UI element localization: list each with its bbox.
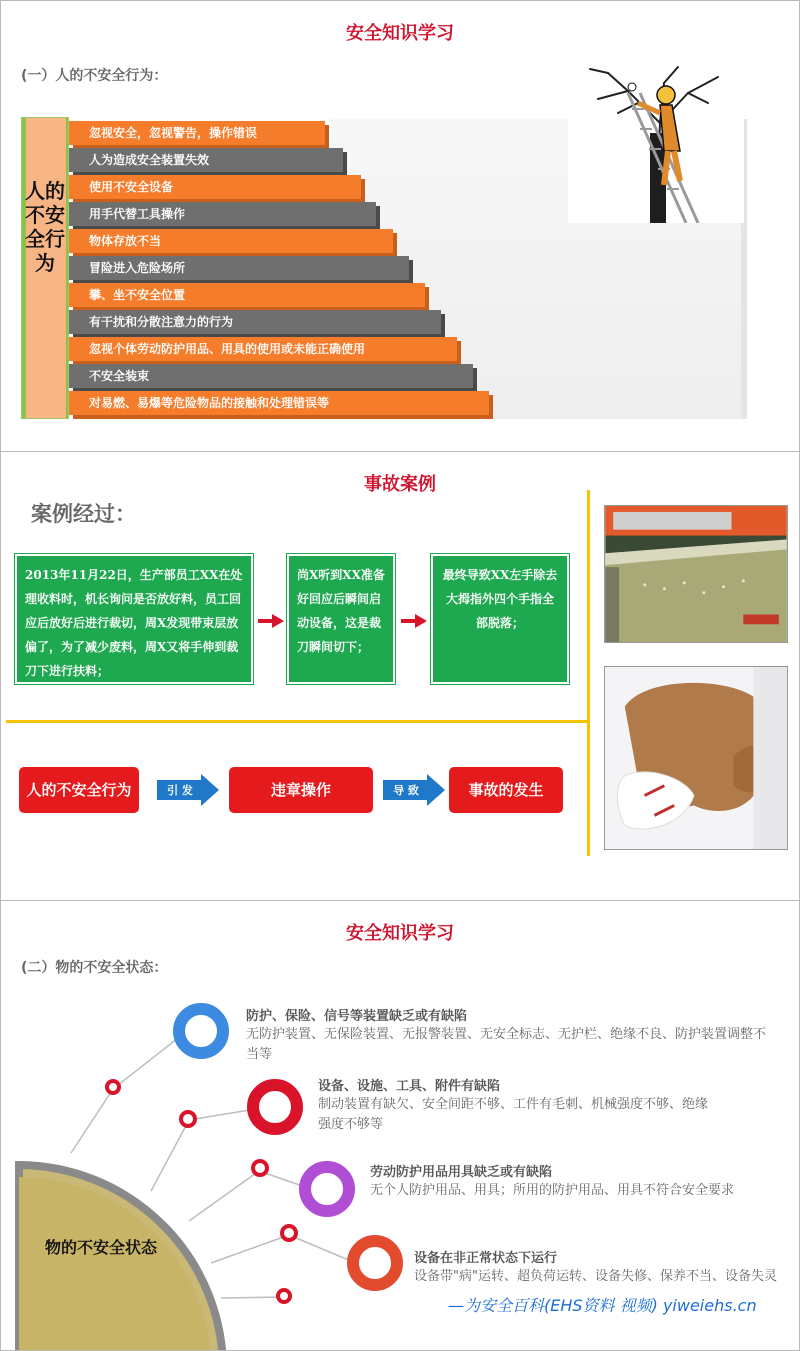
state-desc-2: 制动装置有缺欠、安全间距不够、工件有毛刺、机械强度不够、绝缘强度不够等: [318, 1097, 709, 1132]
slide-unsafe-behavior: [0, 0, 800, 452]
injury-photo: [604, 666, 788, 850]
behavior-item-8: 有干扰和分散注意力的行为: [69, 310, 441, 334]
section-heading: (一）人的不安全行为：: [21, 68, 168, 84]
red-arrow-icon: [401, 614, 427, 628]
slide-title: 安全知识学习: [346, 23, 454, 44]
divider-horizontal: [6, 720, 588, 723]
slide-accident-case: [0, 451, 800, 901]
behavior-item-1: 忽视安全，忽视警告，操作错误: [69, 121, 325, 145]
divider-vertical: [587, 490, 590, 856]
behavior-item-5: 物体存放不当: [69, 229, 393, 253]
flow-step-violation: 违章操作: [229, 767, 373, 813]
slide-title: 安全知识学习: [346, 923, 454, 944]
state-desc-4: 设备带"病"运转、超负荷运转、设备失修、保养不当、设备失灵: [414, 1269, 777, 1284]
state-desc-1: 无防护装置、无保险装置、无报警装置、无安全标志、无护栏、绝缘不良、防护装置调整不当等: [246, 1027, 767, 1062]
state-title-4: 设备在非正常状态下运行: [414, 1251, 558, 1266]
behavior-item-2: 人为造成安全装置失效: [69, 148, 343, 172]
behavior-item-4: 用手代替工具操作: [69, 202, 376, 226]
behavior-item-9: 忽视个体劳动防护用品、用具的使用或未能正确使用: [69, 337, 457, 361]
flow-arrow-label-1: 引 发: [167, 784, 193, 797]
flow-arrow-label-2: 导 致: [393, 784, 419, 797]
case-heading: 案例经过：: [31, 502, 136, 526]
machine-photo: [604, 505, 788, 643]
center-label: 物的不安全状态: [44, 1238, 157, 1257]
red-arrow-icon: [258, 614, 284, 628]
state-title-2: 设备、设施、工具、附件有缺陷: [318, 1079, 501, 1094]
case-step-2: 尚X听到XX准备好回应后瞬间启动设备，这是裁刀瞬间切下；: [287, 554, 395, 684]
behavior-item-6: 冒险进入危险场所: [69, 256, 409, 280]
worker-on-ladder-image: [568, 63, 744, 223]
state-title-3: 劳动防护用品用具缺乏或有缺陷: [370, 1165, 553, 1180]
state-desc-3: 无个人防护用品、用具；所用的防护用品、用具不符合安全要求: [370, 1183, 735, 1198]
behavior-item-11: 对易燃、易爆等危险物品的接触和处理错误等: [69, 391, 489, 415]
watermark: —为安全百科(EHS资料 视频) yiweiehs.cn: [448, 1296, 757, 1315]
behavior-item-3: 使用不安全设备: [69, 175, 361, 199]
case-step-1: 2013年11月22日，生产部员工XX在处理收料时，机长询问是否放好料，员工回应后放好后进行裁切，周X发现带束层放偏了，为了减少废料，周X又将手伸到裁刀下进行扶料；: [15, 554, 253, 684]
slide-title: 事故案例: [364, 474, 436, 495]
behavior-item-7: 攀、坐不安全位置: [69, 283, 425, 307]
behavior-item-10: 不安全装束: [69, 364, 473, 388]
section-heading: (二）物的不安全状态：: [21, 960, 168, 976]
flow-step-unsafe-behavior: 人的不安全行为: [19, 767, 139, 813]
flow-step-accident: 事故的发生: [449, 767, 563, 813]
state-title-1: 防护、保险、信号等装置缺乏或有缺陷: [246, 1009, 468, 1024]
case-step-3: 最终导致XX左手除去大拇指外四个手指全部脱落；: [431, 554, 569, 684]
side-label: 人的不安全行为: [25, 179, 65, 275]
